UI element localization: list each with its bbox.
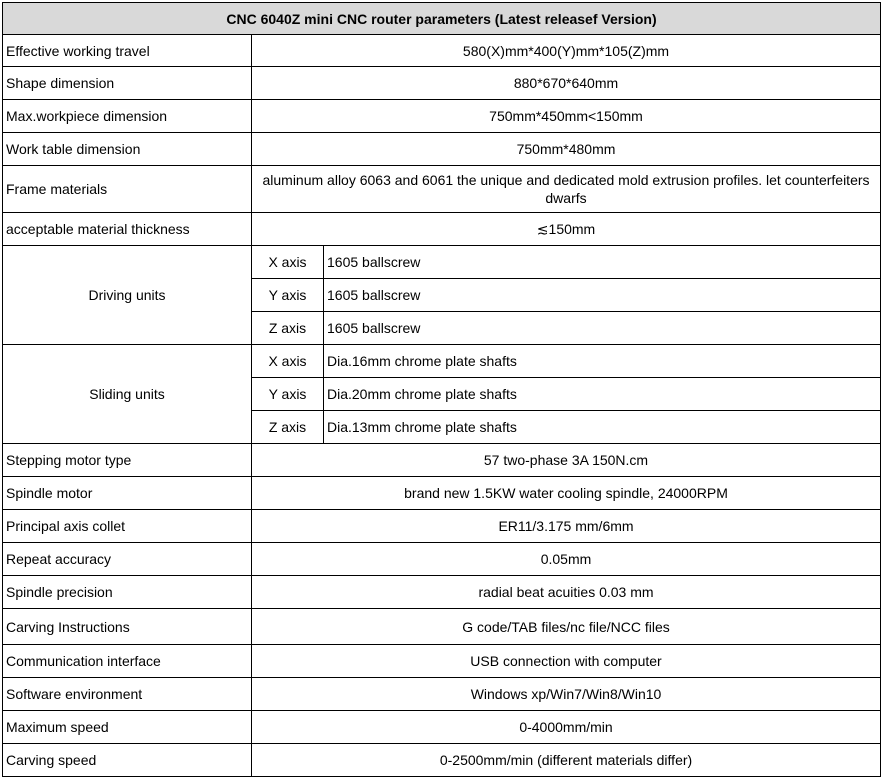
table-row <box>3 609 881 645</box>
row-label: Work table dimension <box>3 133 252 166</box>
table-row <box>3 345 881 378</box>
table-row <box>3 477 881 510</box>
table-row <box>3 444 881 477</box>
row-label: Effective working travel <box>3 35 252 67</box>
table-row <box>3 166 881 213</box>
row-label: Carving speed <box>3 744 252 777</box>
axis-label: Z axis <box>252 312 324 345</box>
axis-value: Dia.13mm chrome plate shafts <box>324 411 881 444</box>
axis-label: X axis <box>252 246 324 279</box>
row-label: Carving Instructions <box>3 609 252 645</box>
table-row <box>3 246 881 279</box>
row-label: Software environment <box>3 678 252 711</box>
row-label: Maximum speed <box>3 711 252 744</box>
axis-label: Z axis <box>252 411 324 444</box>
row-value: 880*670*640mm <box>252 67 881 100</box>
row-label: Shape dimension <box>3 67 252 100</box>
row-value: USB connection with computer <box>252 645 881 678</box>
row-value: radial beat acuities 0.03 mm <box>252 576 881 609</box>
axis-value: Dia.16mm chrome plate shafts <box>324 345 881 378</box>
row-value: G code/TAB files/nc file/NCC files <box>252 609 881 645</box>
axis-value: 1605 ballscrew <box>324 312 881 345</box>
sliding-units-label: Sliding units <box>3 345 252 444</box>
row-value: brand new 1.5KW water cooling spindle, 24000RPM <box>252 477 881 510</box>
axis-label: Y axis <box>252 279 324 312</box>
table-row <box>3 543 881 576</box>
driving-units-label: Driving units <box>3 246 252 345</box>
axis-label: X axis <box>252 345 324 378</box>
row-label: Spindle motor <box>3 477 252 510</box>
table-row <box>3 678 881 711</box>
row-label: Spindle precision <box>3 576 252 609</box>
row-value: 0-4000mm/min <box>252 711 881 744</box>
row-label: acceptable material thickness <box>3 213 252 246</box>
row-value: ER11/3.175 mm/6mm <box>252 510 881 543</box>
axis-value: Dia.20mm chrome plate shafts <box>324 378 881 411</box>
row-label: Stepping motor type <box>3 444 252 477</box>
row-label: Principal axis collet <box>3 510 252 543</box>
row-value: 57 two-phase 3A 150N.cm <box>252 444 881 477</box>
table-row <box>3 100 881 133</box>
row-value: 580(X)mm*400(Y)mm*105(Z)mm <box>252 35 881 67</box>
table-title: CNC 6040Z mini CNC router parameters (Latest releasef Version) <box>3 3 881 35</box>
row-value: 750mm*450mm<150mm <box>252 100 881 133</box>
row-label: Max.workpiece dimension <box>3 100 252 133</box>
row-label: Repeat accuracy <box>3 543 252 576</box>
parameters-table <box>2 2 881 777</box>
row-label: Frame materials <box>3 166 252 213</box>
table-row <box>3 133 881 166</box>
row-label: Communication interface <box>3 645 252 678</box>
table-row <box>3 67 881 100</box>
table-row <box>3 510 881 543</box>
row-value: aluminum alloy 6063 and 6061 the unique and dedicated mold extrusion profiles. let counterfeiters dwarfs <box>252 166 881 213</box>
axis-label: Y axis <box>252 378 324 411</box>
table-row <box>3 645 881 678</box>
table-row <box>3 744 881 777</box>
row-value: 750mm*480mm <box>252 133 881 166</box>
row-value: Windows xp/Win7/Win8/Win10 <box>252 678 881 711</box>
axis-value: 1605 ballscrew <box>324 246 881 279</box>
table-row <box>3 576 881 609</box>
row-value: ≲150mm <box>252 213 881 246</box>
table-row <box>3 711 881 744</box>
row-value: 0.05mm <box>252 543 881 576</box>
row-value: 0-2500mm/min (different materials differ) <box>252 744 881 777</box>
axis-value: 1605 ballscrew <box>324 279 881 312</box>
table-row <box>3 35 881 67</box>
table-row <box>3 213 881 246</box>
